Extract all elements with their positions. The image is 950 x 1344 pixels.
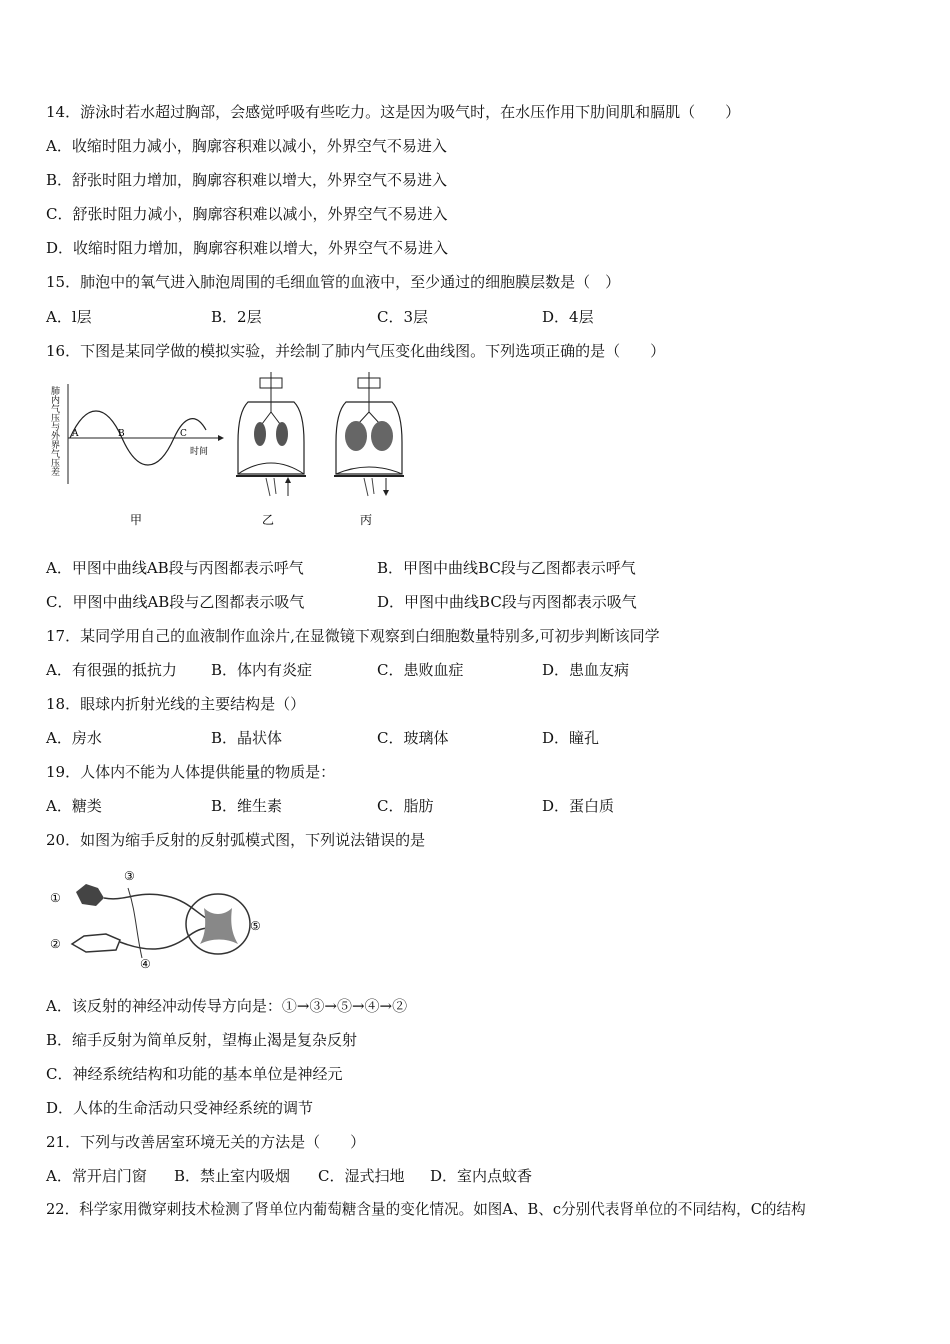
q21-stem: 21．下列与改善居室环境无关的方法是（ ） [46, 1133, 366, 1151]
q20-option-a: A．该反射的神经冲动传导方向是：①→③→⑤→④→② [46, 997, 408, 1015]
q14-option-b: B．舒张时阻力增加，胸廓容积难以增大，外界空气不易进入 [46, 171, 448, 189]
q19-option-d: D．蛋白质 [542, 797, 615, 815]
graph-point-b: B [118, 429, 125, 439]
q17-option-c: C．患败血症 [377, 661, 464, 679]
q15-option-d: D．4层 [542, 308, 594, 326]
q18-stem: 18．眼球内折射光线的主要结构是（） [46, 695, 306, 713]
q19-option-a: A．糖类 [46, 797, 102, 815]
q17-option-d: D．患血友病 [542, 661, 630, 679]
q17-stem: 17．某同学用自己的血液制作血涂片,在显微镜下观察到白细胞数量特别多,可初步判断该同学 [46, 627, 660, 645]
q18-option-a: A．房水 [46, 729, 102, 747]
q19-option-c: C．脂肪 [377, 797, 434, 815]
label-4: ④ [140, 957, 151, 971]
q15-option-b: B．2层 [211, 308, 262, 326]
q21-option-a: A．常开启门窗 [46, 1167, 147, 1185]
label-5: ⑤ [250, 919, 261, 933]
q14-option-c: C．舒张时阻力减小，胸廓容积难以减小，外界空气不易进入 [46, 205, 448, 223]
reflex-arc-figure [46, 862, 276, 977]
q21-option-b: B．禁止室内吸烟 [174, 1167, 291, 1185]
pressure-graph [49, 384, 224, 527]
label-1: ① [50, 891, 61, 905]
q19-stem: 19．人体内不能为人体提供能量的物质是： [46, 763, 336, 781]
q14-option-a: A．收缩时阻力减小，胸廓容积难以减小，外界空气不易进入 [46, 137, 447, 155]
q21-option-c: C．湿式扫地 [318, 1167, 405, 1185]
q16-option-c: C．甲图中曲线AB段与乙图都表示吸气 [46, 593, 305, 611]
q16-figure [46, 372, 426, 537]
q20-option-d: D．人体的生命活动只受神经系统的调节 [46, 1099, 314, 1117]
graph-y-label: 肺内气压与外界气压差 [49, 386, 59, 476]
graph-point-a: A [72, 429, 79, 439]
q20-option-c: C．神经系统结构和功能的基本单位是神经元 [46, 1065, 343, 1083]
caption-bing: 丙 [360, 513, 373, 527]
q19-option-b: B．维生素 [211, 797, 283, 815]
q20-stem: 20．如图为缩手反射的反射弧模式图，下列说法错误的是 [46, 831, 426, 849]
label-2: ② [50, 937, 61, 951]
q16-option-b: B．甲图中曲线BC段与乙图都表示呼气 [377, 559, 636, 577]
bell-jar-yi [236, 372, 306, 527]
q18-option-b: B．晶状体 [211, 729, 283, 747]
q15-stem: 15．肺泡中的氧气进入肺泡周围的毛细血管的血液中，至少通过的细胞膜层数是（ ） [46, 273, 621, 291]
q16-option-a: A．甲图中曲线AB段与丙图都表示呼气 [46, 559, 304, 577]
q21-option-d: D．室内点蚊香 [430, 1167, 533, 1185]
q16-stem: 16．下图是某同学做的模拟实验，并绘制了肺内气压变化曲线图。下列选项正确的是（ ） [46, 342, 666, 360]
label-3: ③ [124, 869, 135, 883]
q18-option-d: D．瞳孔 [542, 729, 600, 747]
q17-option-b: B．体内有炎症 [211, 661, 313, 679]
q20-option-b: B．缩手反射为简单反射，望梅止渴是复杂反射 [46, 1031, 358, 1049]
q15-option-a: A．l层 [46, 308, 92, 326]
q14-option-d: D．收缩时阻力增加，胸廓容积难以增大，外界空气不易进入 [46, 239, 449, 257]
caption-yi: 乙 [262, 513, 275, 527]
q16-option-d: D．甲图中曲线BC段与丙图都表示吸气 [377, 593, 637, 611]
q14-stem: 14．游泳时若水超过胸部，会感觉呼吸有些吃力。这是因为吸气时，在水压作用下肋间肌和膈肌（ ） [46, 103, 741, 121]
q15-option-c: C．3层 [377, 308, 429, 326]
graph-point-c: C [180, 429, 187, 439]
q18-option-c: C．玻璃体 [377, 729, 449, 747]
bell-jar-bing [334, 372, 404, 527]
q17-option-a: A．有很强的抵抗力 [46, 661, 177, 679]
graph-x-label: 时间 [190, 447, 209, 457]
caption-jia: 甲 [130, 513, 143, 527]
q22-stem: 22．科学家用微穿刺技术检测了肾单位内葡萄糖含量的变化情况。如图A、B、c分别代表肾单位的不同结构，C的结构 [46, 1201, 806, 1218]
